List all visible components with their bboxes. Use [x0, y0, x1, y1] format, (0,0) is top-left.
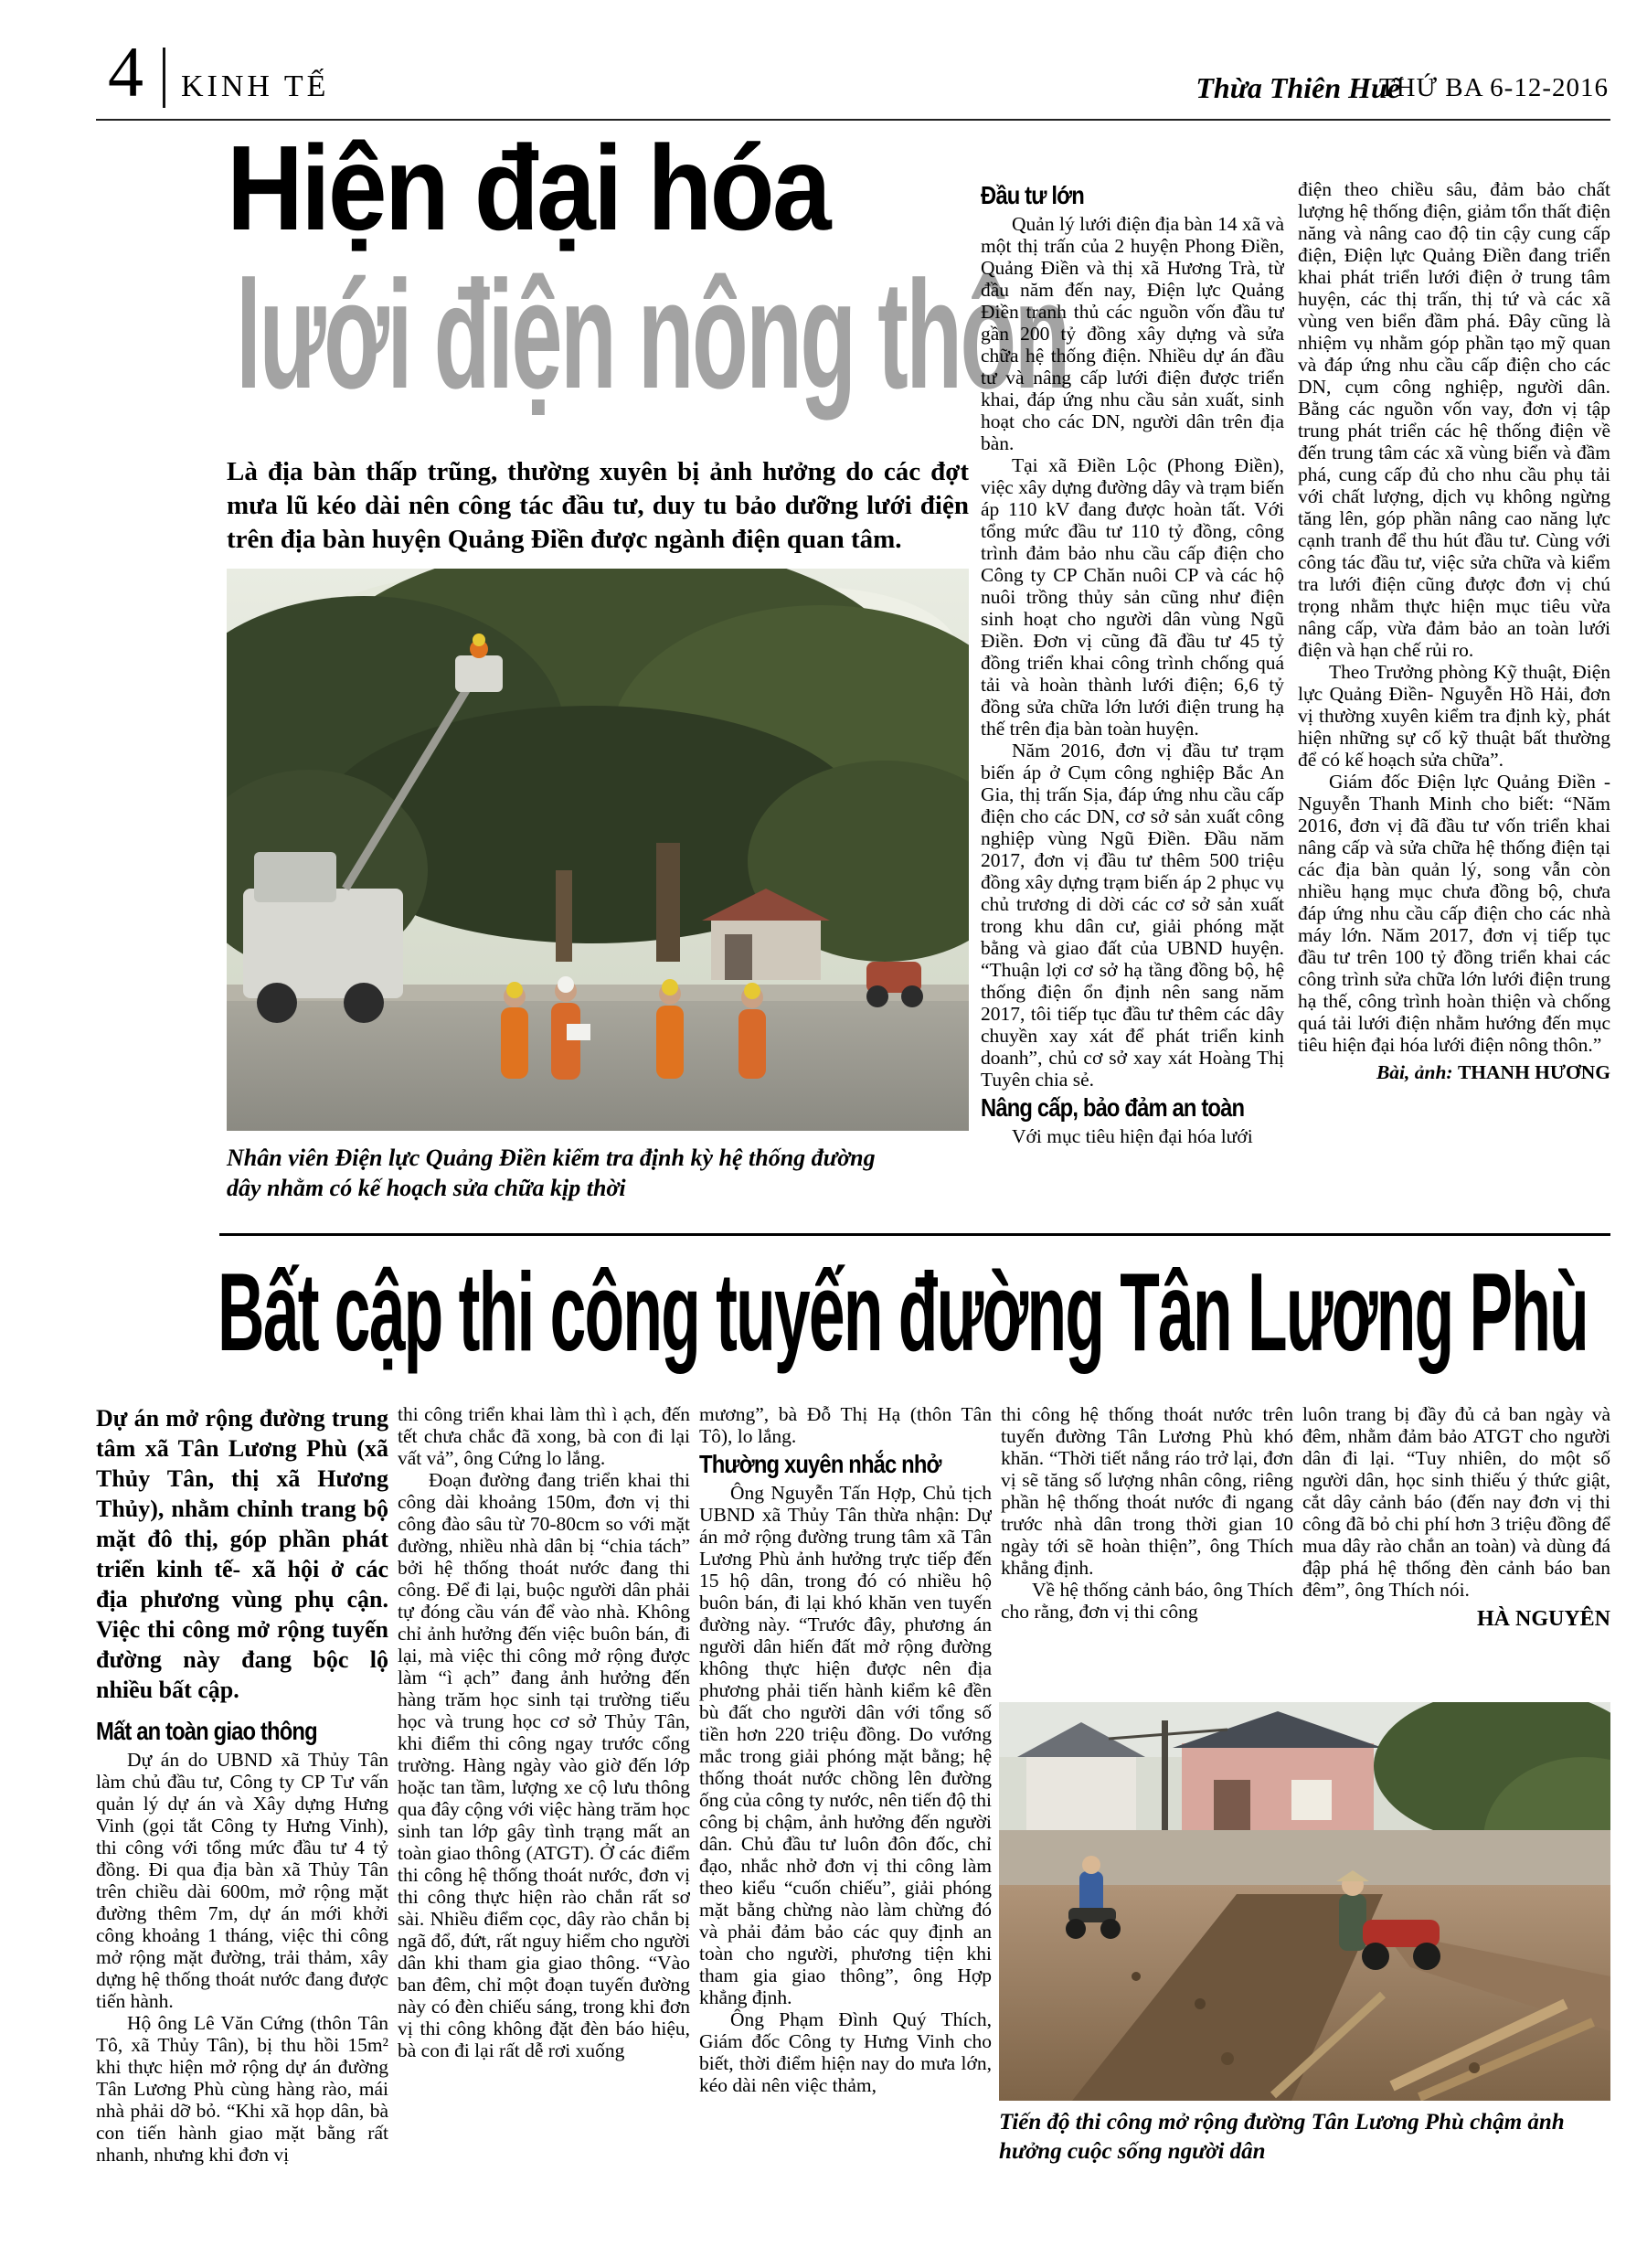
article2-paragraph: Dự án do UBND xã Thủy Tân làm chủ đầu tư, Công ty CP Tư vấn quản lý dự án và Xây dựng Hưng Vinh (gọi tắt Công ty Hưng Vinh), thi công với tổng mức đầu tư 4 tỷ đồng. Đi qua địa bàn xã Thủy Tân trên chiều dài 600m, mở rộng mặt đường thêm 7m, dự án mới khởi công khoảng 1 tháng, việc thi công mở rộng mặt đường, trải thảm, xây dựng hệ thống thoát nước đang được tiến hành.: [96, 1749, 388, 2012]
article2-paragraph: Hộ ông Lê Văn Cứng (thôn Tân Tô, xã Thủy Tân), bị thu hồi 15m² khi thực hiện mở rộng dự án đường Tân Lương Phù cùng hàng rào, mái nhà phải dỡ bỏ. “Khi xã họp dân, bà con tiến hành giao mặt bằng rất nhanh, nhưng khi đơn vị: [96, 2012, 388, 2166]
article2-paragraph: Đoạn đường đang triển khai thi công dài khoảng 150m, đơn vị thi công đào sâu từ 70-80cm so với mặt đường, nhiều nhà dân bị “chia tách” bởi hệ thống thoát nước đang thi công. Để đi lại, buộc người dân phải tự đóng cầu ván để vào nhà. Không chỉ ảnh hưởng đến việc buôn bán, đi lại, mà việc thi công mở rộng được làm “ì ạch” đang ảnh hưởng đến hàng trăm học sinh tại trường tiểu học và trung học cơ sở Thủy Tân, khi điểm thi công ngay trước cổng trường. Hàng ngày vào giờ đến lớp hoặc tan tầm, lượng xe cộ lưu thông qua đây cộng với việc hàng trăm học sinh tan lớp gây tình trạng mất an toàn giao thông (ATGT). Ở các điểm thi công hệ thống thoát nước, đơn vị thi công thực hiện rào chắn rất sơ sài. Nhiều điểm cọc, dây rào chắn bị ngã đổ, đứt, rất nguy hiểm cho người dân khi tham gia giao thông. “Vào ban đêm, chỉ một đoạn tuyến đường này có đèn chiếu sáng, trong khi đơn vị thi công không đặt đèn báo hiệu, bà con đi lại rất dễ rơi xuống: [398, 1469, 690, 2061]
article2-paragraph: mương”, bà Đỗ Thị Hạ (thôn Tân Tô), lo lắng.: [699, 1403, 992, 1447]
newspaper-masthead: Thừa Thiên Huế: [1195, 71, 1400, 104]
byline-label: Bài, ảnh:: [1376, 1061, 1453, 1083]
article2-paragraph: thi công triển khai làm thì ì ạch, đến tết chưa chắc đã xong, bà con đi lại vất vả”, ông Cứng lo lắng.: [398, 1403, 690, 1469]
article2-photo: [999, 1702, 1610, 2101]
article1-photo: [227, 569, 969, 1131]
article2-subhead-1: Mất an toàn giao thông: [96, 1717, 317, 1745]
article2-column-3: [699, 1403, 992, 2267]
byline-author: THANH HƯƠNG: [1457, 1061, 1610, 1083]
article1-headline-line1: Hiện đại hóa: [227, 121, 829, 255]
article2-column-1: [96, 1403, 388, 2267]
article2-paragraph: thi công hệ thống thoát nước trên tuyến đường Tân Lương Phù khó khăn. “Thời tiết nắng ráo trở lại, đơn vị sẽ tăng số lượng nhân công, riêng phần hệ thống thoát nước đi ngang trước nhà dân trong thời gian 10 ngày tới sẽ hoàn thiện”, ông Thích khẳng định.: [1001, 1403, 1293, 1579]
article2-photo-caption: Tiến độ thi công mở rộng đường Tân Lương Phù chậm ảnh hưởng cuộc sống người dân: [999, 2110, 1565, 2164]
page-number: 4: [108, 32, 143, 112]
article2-byline: HÀ NGUYÊN: [1476, 1607, 1610, 1631]
header-divider-bar: [163, 48, 165, 108]
article1-paragraph: Tại xã Điền Lộc (Phong Điền), việc xây dựng đường dây và trạm biến áp 110 kV đang được hoàn tất. Với tổng mức đầu tư 110 tỷ đồng, công trình đảm bảo nhu cầu cấp điện cho Công ty CP Chăn nuôi CP và các hộ nuôi trồng thủy sản cũng như điện sinh hoạt cho người dân vùng Ngũ Điền. Đơn vị cũng đã đầu tư 45 tỷ đồng triển khai công trình chống quá tải và hoàn thành lưới điện; 6,6 tỷ đồng sửa chữa lớn lưới điện trung hạ thế trên địa bàn toàn huyện.: [981, 454, 1284, 740]
article1-subhead-2: Nâng cấp, bảo đảm an toàn: [981, 1093, 1245, 1122]
article2-paragraph: Về hệ thống cảnh báo, ông Thích cho rằng, đơn vị thi công: [1001, 1579, 1293, 1623]
article1-paragraph: Giám đốc Điện lực Quảng Điền - Nguyễn Thanh Minh cho biết: “Năm 2016, đơn vị đã đầu tư vốn triển khai nâng cấp và sửa chữa hệ thống điện tại các địa bàn quản lý, song vẫn còn nhiều hạng mục chưa đồng bộ, chưa đáp ứng nhu cầu cấp điện cho các nhà máy lớn. Năm 2017, đơn vị tiếp tục đầu tư trên 100 tỷ đồng triển khai các công trình sửa chữa lớn lưới điện trung hạ thế, công trình hoàn thiện và chống quá tải lưới điện nhằm hướng đến mục tiêu hiện đại hóa lưới điện nông thôn.”: [1298, 771, 1610, 1056]
section-title: KINH TẾ: [181, 69, 330, 103]
article1-byline: [1298, 1061, 1610, 1083]
article1-column-a: [981, 178, 1284, 1216]
article2-subhead-2: Thường xuyên nhắc nhở: [699, 1450, 941, 1478]
article2-paragraph: Ông Nguyễn Tấn Hợp, Chủ tịch UBND xã Thủy Tân thừa nhận: Dự án mở rộng đường trung tâm xã Tân Lương Phù ảnh hưởng trực tiếp đến 15 hộ dân, trong đó có nhiều hộ buôn bán, đi lại khó khăn ven tuyến đường này. “Trước đây, phương án người dân hiến đất mở rộng đường không thực hiện được nên địa phương phải tiến hành kiểm kê đền bù đất cho người dân với tổng số tiền hơn 220 triệu đồng. Do vướng mắc trong giải phóng mặt bằng; hệ thống thoát nước chồng lên đường ống của công ty nước, nên tiến độ thi công bị chậm, ảnh hưởng đến người dân. Chủ đầu tư luôn đôn đốc, chỉ đạo, nhắc nhở đơn vị thi công làm theo kiểu “cuốn chiếu”, giải phóng mặt bằng chừng nào làm chừng đó và phải đảm bảo các quy định an toàn cho người, phương tiện khi tham gia giao thông”, ông Hợp khẳng định.: [699, 1482, 992, 2008]
issue-date: THỨ BA 6-12-2016: [1378, 73, 1609, 102]
article1-paragraph: Với mục tiêu hiện đại hóa lưới: [1012, 1125, 1253, 1147]
article-divider-rule: [219, 1233, 1610, 1236]
article2-column-4: [1001, 1403, 1293, 1698]
article2-headline: Bất cập thi công tuyến đường Tân Lương Phù: [218, 1250, 1589, 1374]
article2-column-5: [1302, 1403, 1610, 1698]
article1-photo-caption: Nhân viên Điện lực Quảng Điền kiểm tra định kỳ hệ thống đường dây nhằm có kế hoạch sửa chữa kịp thời: [227, 1145, 876, 1201]
article1-lead: Là địa bàn thấp trũng, thường xuyên bị ảnh hưởng do các đợt mưa lũ kéo dài nên công tác đầu tư, duy tu bảo dưỡng lưới điện trên địa bàn huyện Quảng Điền được ngành điện quan tâm.: [227, 457, 969, 554]
article1-subhead-1: Đầu tư lớn: [981, 181, 1084, 209]
article2-lead: Dự án mở rộng đường trung tâm xã Tân Lương Phù (xã Thủy Tân, thị xã Hương Thủy), nhằm chỉnh trang bộ mặt đô thị, góp phần phát triển kinh tế- xã hội ở các địa phương vùng phụ cận. Việc thi công mở rộng tuyến đường này đang bộc lộ nhiều bất cập.: [96, 1405, 388, 1703]
article2-column-2: [398, 1403, 690, 2267]
article1-paragraph: điện theo chiều sâu, đảm bảo chất lượng hệ thống điện, giảm tổn thất điện năng và nâng cao độ tin cậy cung cấp điện, Điện lực Quảng Điền đang triển khai phát triển lưới điện ở trung tâm huyện, các thị trấn, thị tứ và các xã vùng ven biển đầm phá. Đây cũng là nhiệm vụ nhằm góp phần tạo mỹ quan và đáp ứng nhu cầu cấp điện cho các DN, cụm công nghiệp, người dân. Bằng các nguồn vốn vay, đơn vị tập trung phát triển các hệ thống điện về đến trung tâm các xã vùng biển và đầm phá, cung cấp đủ cho nhu cầu phụ tải với chất lượng, dịch vụ không ngừng tăng lên, góp phần nâng cao năng lực cạnh tranh để thu hút đầu tư. Cùng với công tác đầu tư, việc sửa chữa và kiểm tra lưới điện cũng được đơn vị chú trọng nhằm thực hiện mục tiêu vừa nâng cấp, vừa đảm bảo an toàn lưới điện và hạn chế rủi ro.: [1298, 178, 1610, 661]
article1-paragraph: Quản lý lưới điện địa bàn 14 xã và một thị trấn của 2 huyện Phong Điền, Quảng Điền và thị xã Hương Trà, từ đầu năm đến nay, Điện lực Quảng Điền tranh thủ các nguồn vốn đầu tư gần 200 tỷ đồng xây dựng và sửa chữa hệ thống điện. Nhiều dự án đầu tư và nâng cấp lưới điện được triển khai, đáp ứng nhu cầu sản xuất, sinh hoạt cho các DN, người dân trên địa bàn.: [981, 213, 1284, 454]
article1-paragraph: Theo Trưởng phòng Kỹ thuật, Điện lực Quảng Điền- Nguyễn Hồ Hải, đơn vị thường xuyên kiểm tra định kỳ, phát hiện những sự cố kỹ thuật bất thường để có kế hoạch sửa chữa”.: [1298, 661, 1610, 771]
article1-headline-line2: lưới điện nông thôn: [236, 249, 1068, 421]
article2-paragraph: Ông Phạm Đình Quý Thích, Giám đốc Công ty Hưng Vinh cho biết, thời điểm hiện nay do mưa lớn, kéo dài nên việc thảm,: [699, 2008, 992, 2096]
article1-paragraph: Năm 2016, đơn vị đầu tư trạm biến áp ở Cụm công nghiệp Bắc An Gia, thị trấn Sịa, đáp ứng nhu cầu cấp điện cho các DN, cơ sở sản xuất công nghiệp vùng Ngũ Điền. Đầu năm 2017, đơn vị đầu tư thêm 500 triệu đồng xây dựng trạm biến áp 2 phục vụ chủ trương di dời các cơ sở sản xuất trong khu dân cư, giải phóng mặt bằng và giao đất của UBND huyện. “Thuận lợi cơ sở hạ tầng đồng bộ, hệ thống điện ổn định nên sang năm 2017, tôi tiếp tục đầu tư thêm các dây chuyền xay xát để phát triển kinh doanh”, chủ cơ sở xay xát Hoàng Thị Tuyên chia sẻ.: [981, 740, 1284, 1091]
article1-column-b: [1298, 178, 1610, 1216]
article2-paragraph: luôn trang bị đầy đủ cả ban ngày và đêm, nhằm đảm bảo ATGT cho người dân đi lại. “Tuy nhiên, do một số người dân, học sinh thiếu ý thức giật, cắt dây cảnh báo (đến nay đơn vị thi công đã bỏ chi phí hơn 3 triệu đồng để mua dây rào chắn an toàn) và dùng đá đập phá hệ thống đèn cảnh báo ban đêm”, ông Thích nói.: [1302, 1403, 1610, 1601]
